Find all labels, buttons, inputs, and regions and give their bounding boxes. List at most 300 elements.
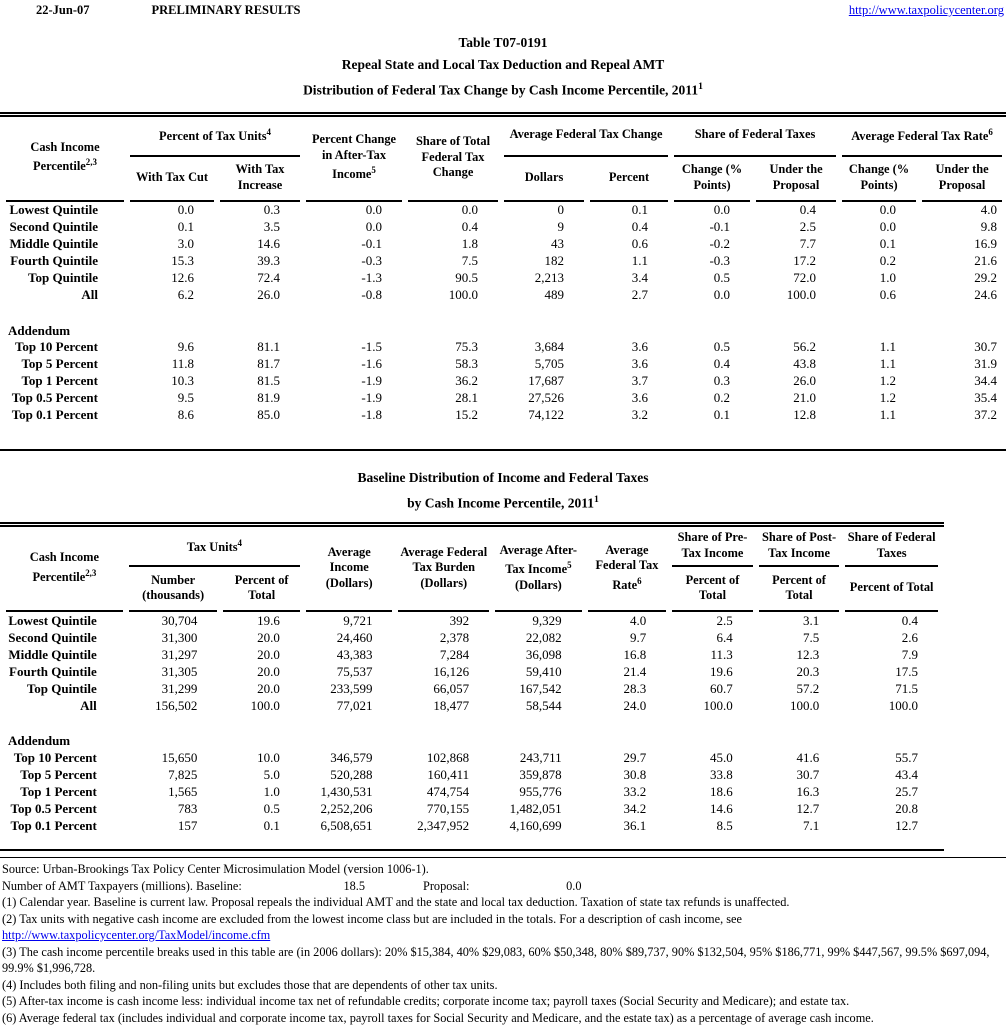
cell: 71.5 <box>845 680 938 697</box>
cell: 28.3 <box>588 680 667 697</box>
income-definition-link[interactable]: http://www.taxpolicycenter.org/TaxModel/income.cfm <box>2 927 1004 944</box>
cell: 31,299 <box>129 680 218 697</box>
cell: 1.1 <box>842 339 916 356</box>
cell: 72.0 <box>756 270 836 287</box>
cell: 6.2 <box>130 287 214 304</box>
subheader-dollars: Dollars <box>504 157 584 202</box>
cell: 30.7 <box>759 766 840 783</box>
cell: 29.7 <box>588 749 667 766</box>
cell: -0.3 <box>674 253 750 270</box>
cell: 5,705 <box>504 356 584 373</box>
cell: -0.1 <box>306 236 402 253</box>
cell: 955,776 <box>495 783 582 800</box>
cell: 72.4 <box>220 270 300 287</box>
footnote-1: (1) Calendar year. Baseline is current law. Proposal repeals the individual AMT and the state and local tax deduction. Taxation of state tax refunds is unaffected. <box>2 894 1004 911</box>
header-share-of-federal-taxes: Share of Federal Taxes <box>674 117 836 157</box>
table-row <box>6 270 1002 287</box>
subheader-percent-of-total: Percent of Total <box>845 567 938 612</box>
cell: 36.2 <box>408 373 498 390</box>
cell: 0.0 <box>842 202 916 219</box>
row-label: All <box>6 697 123 714</box>
row-label: Top 0.5 Percent <box>6 800 123 817</box>
cell: 2.5 <box>756 219 836 236</box>
cell: 474,754 <box>398 783 489 800</box>
cell: 19.6 <box>672 663 753 680</box>
cell: 43.8 <box>756 356 836 373</box>
cell: -1.5 <box>306 339 402 356</box>
cell: 55.7 <box>845 749 938 766</box>
cell: 77,021 <box>306 697 393 714</box>
cell: 45.0 <box>672 749 753 766</box>
cell: 157 <box>129 817 218 834</box>
cell: 4.0 <box>588 612 667 629</box>
report-date: 22-Jun-07 <box>36 3 89 18</box>
table-row <box>6 219 1002 236</box>
cell: 20.0 <box>223 646 300 663</box>
cell: 243,711 <box>495 749 582 766</box>
table-row <box>6 356 1002 373</box>
cell: 30,704 <box>129 612 218 629</box>
cell: 81.7 <box>220 356 300 373</box>
header-percent-of-tax-units: Percent of Tax Units$^4$ <box>130 117 300 157</box>
cell: 29.2 <box>922 270 1002 287</box>
header-average-federal-tax-change: Average Federal Tax Change <box>504 117 668 157</box>
row-label: Top 10 Percent <box>6 339 124 356</box>
cell: 1.1 <box>842 356 916 373</box>
cell: 22,082 <box>495 629 582 646</box>
cell: 167,542 <box>495 680 582 697</box>
title-block <box>0 32 1006 102</box>
cell: 1.8 <box>408 236 498 253</box>
cell: 36,098 <box>495 646 582 663</box>
cell: 10.0 <box>223 749 300 766</box>
cell: 16.3 <box>759 783 840 800</box>
row-label: Top 1 Percent <box>6 783 123 800</box>
cell: 11.3 <box>672 646 753 663</box>
cell: 1.0 <box>842 270 916 287</box>
cell: 74,122 <box>504 407 584 424</box>
cell: 0.1 <box>130 219 214 236</box>
cell: 1,565 <box>129 783 218 800</box>
cell: 12.7 <box>845 817 938 834</box>
table-row <box>6 236 1002 253</box>
table-row <box>6 339 1002 356</box>
baseline-title-block <box>0 467 1006 515</box>
cell: 1.0 <box>223 783 300 800</box>
cell: 66,057 <box>398 680 489 697</box>
subheader-with-tax-increase: With Tax Increase <box>220 157 300 202</box>
cell: 33.8 <box>672 766 753 783</box>
subheader-percent-of-total: Percent of Total <box>672 567 753 612</box>
row-label: Top 0.5 Percent <box>6 390 124 407</box>
row-label: Top 10 Percent <box>6 749 123 766</box>
cell: 156,502 <box>129 697 218 714</box>
cell: 0.0 <box>306 219 402 236</box>
cell: 0.0 <box>674 202 750 219</box>
cell: 37.2 <box>922 407 1002 424</box>
cell: 0.0 <box>842 219 916 236</box>
cell: 31,297 <box>129 646 218 663</box>
cell: 1.1 <box>590 253 668 270</box>
cell: 783 <box>129 800 218 817</box>
cell: 0.2 <box>842 253 916 270</box>
cell: 3.7 <box>590 373 668 390</box>
cell: 182 <box>504 253 584 270</box>
cell: 25.7 <box>845 783 938 800</box>
cell: 0.5 <box>674 270 750 287</box>
cell: 9.5 <box>130 390 214 407</box>
cell: 1,482,051 <box>495 800 582 817</box>
cell: 0.4 <box>845 612 938 629</box>
cell: 3,684 <box>504 339 584 356</box>
cell: 489 <box>504 287 584 304</box>
cell: 100.0 <box>845 697 938 714</box>
cell: 75,537 <box>306 663 393 680</box>
cell: 6,508,651 <box>306 817 393 834</box>
cell: 20.0 <box>223 680 300 697</box>
cell: 1.2 <box>842 390 916 407</box>
cell: 2,213 <box>504 270 584 287</box>
spacer-row <box>6 424 1002 449</box>
cell: 1.1 <box>842 407 916 424</box>
table-row <box>6 783 938 800</box>
cell: 7.9 <box>845 646 938 663</box>
cell: 85.0 <box>220 407 300 424</box>
cell: 0.6 <box>842 287 916 304</box>
baseline-table-header <box>6 527 938 612</box>
cell: 0.1 <box>223 817 300 834</box>
cell: 0.1 <box>590 202 668 219</box>
cell: 160,411 <box>398 766 489 783</box>
row-label: Top 5 Percent <box>6 766 123 783</box>
cell: 81.5 <box>220 373 300 390</box>
taxpolicycenter-link[interactable]: http://www.taxpolicycenter.org <box>849 3 1004 18</box>
cell: 0.0 <box>408 202 498 219</box>
table-number: Table T07-0191 <box>0 32 1006 54</box>
table-row <box>6 612 938 629</box>
row-label: Second Quintile <box>6 629 123 646</box>
footnote-ref-1: 1 <box>698 81 703 92</box>
table-row <box>6 766 938 783</box>
cell: 3.2 <box>590 407 668 424</box>
cell: 233,599 <box>306 680 393 697</box>
cell: 15.2 <box>408 407 498 424</box>
cell: 28.1 <box>408 390 498 407</box>
subheader-with-tax-cut: With Tax Cut <box>130 157 214 202</box>
header-average-federal-tax-burden: Average Federal Tax Burden (Dollars) <box>398 527 489 612</box>
cell: 9 <box>504 219 584 236</box>
cell: 20.0 <box>223 663 300 680</box>
amt-taxpayers-line <box>2 878 1004 895</box>
table-row <box>6 202 1002 219</box>
cell: 1,430,531 <box>306 783 393 800</box>
cell: 17.5 <box>845 663 938 680</box>
cell: 9.6 <box>130 339 214 356</box>
cell: 7.5 <box>759 629 840 646</box>
cell: 9,721 <box>306 612 393 629</box>
cell: 81.9 <box>220 390 300 407</box>
table-row <box>6 253 1002 270</box>
cell: 20.3 <box>759 663 840 680</box>
cell: 16,126 <box>398 663 489 680</box>
cell: 4.0 <box>922 202 1002 219</box>
table-subtitle: Distribution of Federal Tax Change by Cash Income Percentile, 2011$^1$ <box>0 76 1006 102</box>
cell: 3.1 <box>759 612 840 629</box>
cell: 34.2 <box>588 800 667 817</box>
cell: 0.0 <box>674 287 750 304</box>
cell: 100.0 <box>223 697 300 714</box>
baseline-title: Baseline Distribution of Income and Federal Taxes <box>0 467 1006 489</box>
header-average-federal-tax-rate: Average Federal Tax Rate$^6$ <box>588 527 667 612</box>
cell: 90.5 <box>408 270 498 287</box>
cell: 9,329 <box>495 612 582 629</box>
cell: 81.1 <box>220 339 300 356</box>
cell: 58.3 <box>408 356 498 373</box>
topbar <box>0 0 1006 18</box>
addendum-label: Addendum <box>6 319 1002 339</box>
cell: -1.3 <box>306 270 402 287</box>
table-row <box>6 373 1002 390</box>
header-share-of-pre-tax-income: Share of Pre-Tax Income <box>672 527 753 567</box>
cell: 30.7 <box>922 339 1002 356</box>
cell: 59,410 <box>495 663 582 680</box>
cell: 0.5 <box>223 800 300 817</box>
cell: 346,579 <box>306 749 393 766</box>
cell: 7,825 <box>129 766 218 783</box>
row-label: Top 0.1 Percent <box>6 407 124 424</box>
spacer-row <box>6 834 938 849</box>
row-label: All <box>6 287 124 304</box>
cell: -0.8 <box>306 287 402 304</box>
header-share-of-post-tax-income: Share of Post-Tax Income <box>759 527 840 567</box>
preliminary-results-label: PRELIMINARY RESULTS <box>151 3 300 18</box>
cell: 24,460 <box>306 629 393 646</box>
subheader-under-the-proposal: Under the Proposal <box>922 157 1002 202</box>
header-tax-units: Tax Units$^4$ <box>129 527 300 567</box>
row-label: Middle Quintile <box>6 646 123 663</box>
cell: 1.2 <box>842 373 916 390</box>
header-percent-change-after-tax-income: Percent Change in After-Tax Income$^5$ <box>306 117 402 202</box>
table-row <box>6 390 1002 407</box>
table-row <box>6 646 938 663</box>
cell: -0.2 <box>674 236 750 253</box>
cell: 20.8 <box>845 800 938 817</box>
row-label: Lowest Quintile <box>6 612 123 629</box>
cell: 21.0 <box>756 390 836 407</box>
header-average-federal-tax-rate: Average Federal Tax Rate$^6$ <box>842 117 1002 157</box>
cell: -1.8 <box>306 407 402 424</box>
cell: 6.4 <box>672 629 753 646</box>
row-label: Top 5 Percent <box>6 356 124 373</box>
table-row <box>6 663 938 680</box>
cell: 14.6 <box>672 800 753 817</box>
cell: 31,300 <box>129 629 218 646</box>
cell: 0.4 <box>408 219 498 236</box>
cell: 33.2 <box>588 783 667 800</box>
cell: 4,160,699 <box>495 817 582 834</box>
cell: 0.1 <box>674 407 750 424</box>
table-row <box>6 680 938 697</box>
tax-change-table-header <box>6 117 1002 202</box>
cell: 41.6 <box>759 749 840 766</box>
cell: 9.7 <box>588 629 667 646</box>
cell: 2,347,952 <box>398 817 489 834</box>
cell: 19.6 <box>223 612 300 629</box>
subheader-percent: Percent <box>590 157 668 202</box>
cell: 0.3 <box>674 373 750 390</box>
cell: 16.9 <box>922 236 1002 253</box>
row-label: Top Quintile <box>6 270 124 287</box>
row-label: Top 0.1 Percent <box>6 817 123 834</box>
cell: 2,252,206 <box>306 800 393 817</box>
cell: 39.3 <box>220 253 300 270</box>
cell: 15,650 <box>129 749 218 766</box>
cell: 7,284 <box>398 646 489 663</box>
cell: 43.4 <box>845 766 938 783</box>
cell: 0.4 <box>756 202 836 219</box>
cell: 56.2 <box>756 339 836 356</box>
cell: 26.0 <box>756 373 836 390</box>
cell: 0 <box>504 202 584 219</box>
cell: 100.0 <box>408 287 498 304</box>
row-label: Lowest Quintile <box>6 202 124 219</box>
spacer-row <box>6 304 1002 319</box>
row-label: Fourth Quintile <box>6 663 123 680</box>
cell: 7.5 <box>408 253 498 270</box>
cell: 770,155 <box>398 800 489 817</box>
table-row <box>6 287 1002 304</box>
cell: 30.8 <box>588 766 667 783</box>
cell: 43,383 <box>306 646 393 663</box>
cell: 0.0 <box>306 202 402 219</box>
cell: 359,878 <box>495 766 582 783</box>
cell: 27,526 <box>504 390 584 407</box>
tax-change-table <box>0 112 1006 451</box>
cell: 0.5 <box>674 339 750 356</box>
cell: -1.6 <box>306 356 402 373</box>
footnote-ref-1: 1 <box>594 494 599 505</box>
subheader-under-the-proposal: Under the Proposal <box>756 157 836 202</box>
baseline-subtitle: by Cash Income Percentile, 2011$^1$ <box>0 489 1006 515</box>
cell: 100.0 <box>756 287 836 304</box>
cell: -0.3 <box>306 253 402 270</box>
cell: 36.1 <box>588 817 667 834</box>
footnote-4: (4) Includes both filing and non-filing units but excludes those that are dependents of other tax units. <box>2 977 1004 994</box>
cell: 10.3 <box>130 373 214 390</box>
table-title: Repeal State and Local Tax Deduction and Repeal AMT <box>0 54 1006 76</box>
cell: 21.4 <box>588 663 667 680</box>
cell: 24.0 <box>588 697 667 714</box>
cell: 100.0 <box>759 697 840 714</box>
cell: 58,544 <box>495 697 582 714</box>
footnotes <box>0 857 1006 1026</box>
table-row <box>6 749 938 766</box>
cell: 75.3 <box>408 339 498 356</box>
spacer-row <box>6 714 938 729</box>
row-label: Fourth Quintile <box>6 253 124 270</box>
cell: 12.8 <box>756 407 836 424</box>
cell: 7.7 <box>756 236 836 253</box>
cell: 100.0 <box>672 697 753 714</box>
subheader-change-points: Change (% Points) <box>842 157 916 202</box>
cell: 3.6 <box>590 339 668 356</box>
header-share-of-federal-taxes: Share of Federal Taxes <box>845 527 938 567</box>
baseline-table <box>0 522 944 851</box>
cell: 17.2 <box>756 253 836 270</box>
cell: 16.8 <box>588 646 667 663</box>
addendum-row <box>6 729 938 749</box>
cell: 12.6 <box>130 270 214 287</box>
footnote-5: (5) After-tax income is cash income less: individual income tax net of refundable credits; corporate income tax; payroll taxes (Social Security and Medicare); and estate tax. <box>2 993 1004 1010</box>
cell: 3.5 <box>220 219 300 236</box>
header-share-of-total-federal-tax-change: Share of Total Federal Tax Change <box>408 117 498 202</box>
cell: -1.9 <box>306 390 402 407</box>
cell: 5.0 <box>223 766 300 783</box>
table-row <box>6 697 938 714</box>
cell: 0.3 <box>220 202 300 219</box>
cell: 43 <box>504 236 584 253</box>
row-label: Top Quintile <box>6 680 123 697</box>
amt-proposal-value: 0.0 <box>469 878 581 895</box>
cell: 15.3 <box>130 253 214 270</box>
amt-proposal-label: Proposal: <box>423 878 469 895</box>
cell: 35.4 <box>922 390 1002 407</box>
footnote-6: (6) Average federal tax (includes individual and corporate income tax, payroll taxes for Social Security and Medicare, and the estate tax) as a percentage of average cash income. <box>2 1010 1004 1026</box>
table-row <box>6 817 938 834</box>
cell: 2.7 <box>590 287 668 304</box>
header-average-income: Average Income (Dollars) <box>306 527 393 612</box>
cell: 57.2 <box>759 680 840 697</box>
cell: 31.9 <box>922 356 1002 373</box>
cell: 2,378 <box>398 629 489 646</box>
table-row <box>6 800 938 817</box>
cell: 8.5 <box>672 817 753 834</box>
cell: 11.8 <box>130 356 214 373</box>
amt-baseline-value: 18.5 <box>285 878 365 895</box>
cell: 20.0 <box>223 629 300 646</box>
row-label: Top 1 Percent <box>6 373 124 390</box>
cell: -1.9 <box>306 373 402 390</box>
cell: 34.4 <box>922 373 1002 390</box>
cell: 24.6 <box>922 287 1002 304</box>
table-row <box>6 407 1002 424</box>
subheader-change-points: Change (% Points) <box>674 157 750 202</box>
cell: 520,288 <box>306 766 393 783</box>
cell: 31,305 <box>129 663 218 680</box>
cell: 26.0 <box>220 287 300 304</box>
cell: 12.3 <box>759 646 840 663</box>
cell: 0.1 <box>842 236 916 253</box>
subheader-percent-of-total: Percent of Total <box>759 567 840 612</box>
cell: 18,477 <box>398 697 489 714</box>
cell: 3.4 <box>590 270 668 287</box>
cell: 102,868 <box>398 749 489 766</box>
addendum-row <box>6 319 1002 339</box>
cell: 9.8 <box>922 219 1002 236</box>
cell: 0.4 <box>590 219 668 236</box>
cell: 0.4 <box>674 356 750 373</box>
cell: 17,687 <box>504 373 584 390</box>
cell: -0.1 <box>674 219 750 236</box>
cell: 18.6 <box>672 783 753 800</box>
table-row <box>6 629 938 646</box>
cell: 3.6 <box>590 356 668 373</box>
cell: 8.6 <box>130 407 214 424</box>
cell: 2.6 <box>845 629 938 646</box>
cell: 12.7 <box>759 800 840 817</box>
cell: 21.6 <box>922 253 1002 270</box>
cell: 3.0 <box>130 236 214 253</box>
